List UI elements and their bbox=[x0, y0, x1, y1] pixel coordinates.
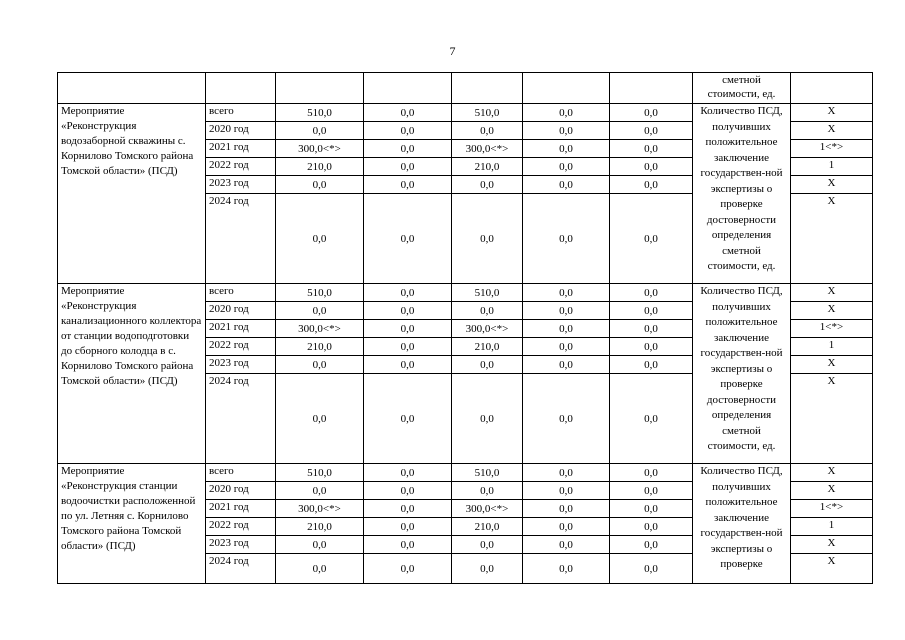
indicator-value: X bbox=[791, 554, 873, 584]
funding-value: 0,0 bbox=[276, 302, 364, 320]
funding-value: 510,0 bbox=[276, 464, 364, 482]
funding-value: 0,0 bbox=[610, 176, 693, 194]
period-label: 2020 год bbox=[206, 302, 276, 320]
table-row bbox=[58, 104, 873, 122]
funding-value: 0,0 bbox=[523, 320, 610, 338]
indicator-value: X bbox=[791, 536, 873, 554]
funding-value: 0,0 bbox=[364, 122, 452, 140]
funding-value: 0,0 bbox=[276, 176, 364, 194]
activity-name: Мероприятие «Реконструкция канализационного коллектора от станции водоподготовки до сборного колодца в с. Корнилово Томского района Томской области» (ПСД) bbox=[58, 284, 206, 464]
indicator-text: Количество ПСД, получивших положительное заключение государствен-ной экспертизы о проверке достоверности определения сметной стоимости, ед. bbox=[693, 284, 791, 464]
period-label: 2023 год bbox=[206, 176, 276, 194]
funding-value: 0,0 bbox=[523, 194, 610, 284]
funding-value: 0,0 bbox=[523, 302, 610, 320]
indicator-value: X bbox=[791, 104, 873, 122]
period-label: 2021 год bbox=[206, 140, 276, 158]
period-label: 2024 год bbox=[206, 374, 276, 464]
funding-value: 0,0 bbox=[610, 302, 693, 320]
funding-value: 0,0 bbox=[523, 158, 610, 176]
funding-value: 510,0 bbox=[276, 104, 364, 122]
funding-value: 0,0 bbox=[523, 536, 610, 554]
activity-name: Мероприятие «Реконструкция станции водоочистки расположенной по ул. Летняя с. Корнилово Томского района Томской области» (ПСД) bbox=[58, 464, 206, 584]
funding-value: 0,0 bbox=[523, 464, 610, 482]
funding-value: 0,0 bbox=[452, 194, 523, 284]
funding-value: 0,0 bbox=[452, 176, 523, 194]
program-table bbox=[57, 72, 873, 584]
funding-value: 300,0<*> bbox=[276, 500, 364, 518]
funding-value: 0,0 bbox=[364, 320, 452, 338]
indicator-value: 1 bbox=[791, 518, 873, 536]
funding-value: 0,0 bbox=[364, 338, 452, 356]
funding-value: 0,0 bbox=[364, 104, 452, 122]
funding-value: 0,0 bbox=[523, 176, 610, 194]
funding-value: 210,0 bbox=[276, 518, 364, 536]
funding-value: 300,0<*> bbox=[452, 320, 523, 338]
funding-value: 0,0 bbox=[610, 536, 693, 554]
indicator-text: сметной стоимости, ед. bbox=[693, 73, 791, 104]
period-label: 2020 год bbox=[206, 122, 276, 140]
funding-value: 0,0 bbox=[610, 320, 693, 338]
funding-value: 0,0 bbox=[452, 122, 523, 140]
period-label: всего bbox=[206, 104, 276, 122]
funding-value: 510,0 bbox=[452, 104, 523, 122]
period-label: 2023 год bbox=[206, 356, 276, 374]
table-row bbox=[58, 284, 873, 302]
indicator-text: Количество ПСД, получивших положительное заключение государствен-ной экспертизы о проверке bbox=[693, 464, 791, 584]
indicator-value: 1 bbox=[791, 338, 873, 356]
funding-value: 0,0 bbox=[523, 122, 610, 140]
period-label: 2024 год bbox=[206, 554, 276, 584]
page-number: 7 bbox=[449, 44, 456, 58]
indicator-value: X bbox=[791, 302, 873, 320]
funding-value: 0,0 bbox=[364, 176, 452, 194]
funding-value: 0,0 bbox=[523, 104, 610, 122]
funding-value: 510,0 bbox=[452, 284, 523, 302]
funding-value: 0,0 bbox=[364, 554, 452, 584]
funding-value: 0,0 bbox=[610, 554, 693, 584]
funding-value: 0,0 bbox=[364, 500, 452, 518]
funding-value: 0,0 bbox=[523, 338, 610, 356]
funding-value: 0,0 bbox=[364, 356, 452, 374]
funding-value: 0,0 bbox=[610, 500, 693, 518]
funding-value: 0,0 bbox=[364, 284, 452, 302]
funding-value: 0,0 bbox=[610, 482, 693, 500]
funding-value: 0,0 bbox=[276, 536, 364, 554]
funding-value: 0,0 bbox=[610, 464, 693, 482]
indicator-value: X bbox=[791, 464, 873, 482]
indicator-value: 1<*> bbox=[791, 500, 873, 518]
indicator-value: X bbox=[791, 374, 873, 464]
funding-value: 210,0 bbox=[452, 518, 523, 536]
period-label: 2023 год bbox=[206, 536, 276, 554]
table-body bbox=[58, 73, 873, 584]
funding-value: 0,0 bbox=[610, 194, 693, 284]
indicator-value: X bbox=[791, 176, 873, 194]
funding-value: 0,0 bbox=[523, 482, 610, 500]
funding-value: 210,0 bbox=[452, 338, 523, 356]
indicator-value: X bbox=[791, 284, 873, 302]
funding-value: 0,0 bbox=[610, 158, 693, 176]
funding-value: 0,0 bbox=[276, 122, 364, 140]
period-label: 2022 год bbox=[206, 158, 276, 176]
period-label: всего bbox=[206, 284, 276, 302]
funding-value: 0,0 bbox=[523, 356, 610, 374]
funding-value: 0,0 bbox=[364, 482, 452, 500]
funding-value: 0,0 bbox=[276, 356, 364, 374]
funding-value: 0,0 bbox=[452, 554, 523, 584]
indicator-value: 1 bbox=[791, 158, 873, 176]
funding-value: 300,0<*> bbox=[452, 500, 523, 518]
funding-value: 300,0<*> bbox=[276, 140, 364, 158]
funding-value: 0,0 bbox=[364, 140, 452, 158]
funding-value: 0,0 bbox=[364, 302, 452, 320]
funding-value: 510,0 bbox=[452, 464, 523, 482]
funding-value: 0,0 bbox=[364, 518, 452, 536]
indicator-value: 1<*> bbox=[791, 140, 873, 158]
funding-value: 0,0 bbox=[276, 554, 364, 584]
period-label: 2021 год bbox=[206, 320, 276, 338]
funding-value: 0,0 bbox=[523, 140, 610, 158]
indicator-value: X bbox=[791, 122, 873, 140]
funding-value: 210,0 bbox=[276, 338, 364, 356]
period-label: 2024 год bbox=[206, 194, 276, 284]
funding-value: 0,0 bbox=[523, 500, 610, 518]
funding-value: 300,0<*> bbox=[452, 140, 523, 158]
funding-value: 0,0 bbox=[610, 104, 693, 122]
funding-value: 0,0 bbox=[364, 194, 452, 284]
indicator-text: Количество ПСД, получивших положительное заключение государствен-ной экспертизы о проверке достоверности определения сметной стоимости, ед. bbox=[693, 104, 791, 284]
funding-value: 210,0 bbox=[452, 158, 523, 176]
indicator-value: 1<*> bbox=[791, 320, 873, 338]
funding-value: 510,0 bbox=[276, 284, 364, 302]
funding-value: 300,0<*> bbox=[276, 320, 364, 338]
funding-value: 210,0 bbox=[276, 158, 364, 176]
continuation-row bbox=[58, 73, 873, 104]
funding-value: 0,0 bbox=[452, 482, 523, 500]
funding-value: 0,0 bbox=[610, 122, 693, 140]
period-label: 2021 год bbox=[206, 500, 276, 518]
funding-value: 0,0 bbox=[523, 374, 610, 464]
funding-value: 0,0 bbox=[523, 284, 610, 302]
period-label: 2022 год bbox=[206, 338, 276, 356]
funding-value: 0,0 bbox=[452, 356, 523, 374]
period-label: 2022 год bbox=[206, 518, 276, 536]
indicator-value: X bbox=[791, 194, 873, 284]
funding-value: 0,0 bbox=[364, 464, 452, 482]
indicator-value: X bbox=[791, 356, 873, 374]
funding-value: 0,0 bbox=[610, 140, 693, 158]
table-row bbox=[58, 464, 873, 482]
funding-value: 0,0 bbox=[452, 302, 523, 320]
period-label: всего bbox=[206, 464, 276, 482]
funding-value: 0,0 bbox=[523, 518, 610, 536]
activity-name: Мероприятие «Реконструкция водозаборной скважины с. Корнилово Томского района Томской области» (ПСД) bbox=[58, 104, 206, 284]
funding-value: 0,0 bbox=[610, 356, 693, 374]
funding-value: 0,0 bbox=[452, 374, 523, 464]
funding-value: 0,0 bbox=[276, 374, 364, 464]
funding-value: 0,0 bbox=[276, 482, 364, 500]
funding-value: 0,0 bbox=[452, 536, 523, 554]
funding-value: 0,0 bbox=[276, 194, 364, 284]
funding-value: 0,0 bbox=[364, 158, 452, 176]
funding-value: 0,0 bbox=[610, 374, 693, 464]
indicator-value: X bbox=[791, 482, 873, 500]
funding-value: 0,0 bbox=[610, 338, 693, 356]
funding-value: 0,0 bbox=[523, 554, 610, 584]
funding-value: 0,0 bbox=[610, 284, 693, 302]
funding-value: 0,0 bbox=[364, 374, 452, 464]
funding-value: 0,0 bbox=[364, 536, 452, 554]
period-label: 2020 год bbox=[206, 482, 276, 500]
funding-value: 0,0 bbox=[610, 518, 693, 536]
